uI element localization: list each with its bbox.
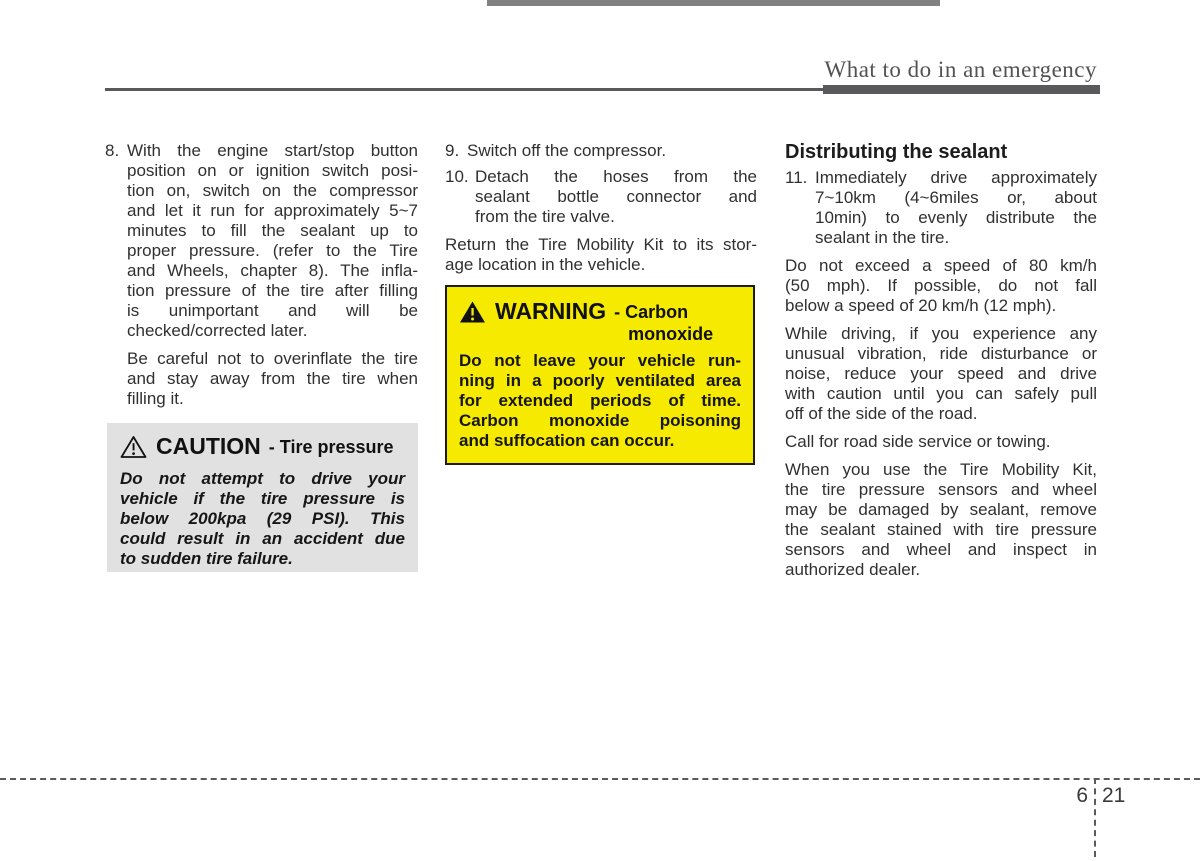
text-line: may be damaged by sealant, remove xyxy=(785,500,1097,519)
list-item-11 xyxy=(785,168,1097,248)
warning-subtitle xyxy=(614,301,713,345)
text-line: sensors and wheel and inspect in xyxy=(785,540,1097,559)
list-item-10 xyxy=(445,167,757,227)
caution-subtitle: - Tire pressure xyxy=(268,437,394,457)
text-line: When you use the Tire Mobility Kit, xyxy=(785,460,1097,479)
column-middle xyxy=(445,141,757,275)
text-line: With the engine start/stop button xyxy=(127,141,418,160)
text-line: checked/corrected later. xyxy=(127,321,308,340)
text-line: and stay away from the tire when xyxy=(127,369,418,388)
text-line: filling it. xyxy=(127,389,184,408)
text-line: authorized dealer. xyxy=(785,560,921,579)
warning-title: WARNING xyxy=(495,298,607,324)
text-line: for extended periods of time. xyxy=(459,391,741,410)
top-edge-scan-bar xyxy=(487,0,940,6)
footer-dashed-line xyxy=(0,778,1200,780)
text-line: to sudden tire failure. xyxy=(120,549,293,568)
text-line: below a speed of 20 km/h (12 mph). xyxy=(785,296,1057,315)
warning-header xyxy=(459,298,741,345)
text-line: sealant bottle connector and xyxy=(475,187,757,206)
text-line: the tire pressure sensors and wheel xyxy=(785,480,1097,499)
text-line: off of the side of the road. xyxy=(785,404,978,423)
warning-triangle-outline-icon xyxy=(120,435,147,464)
paragraph xyxy=(785,432,1097,452)
header-rule-thick xyxy=(823,85,1100,94)
text-line: Be careful not to overinflate the tire xyxy=(127,349,418,368)
caution-title: CAUTION xyxy=(156,433,261,459)
header-rule-thin xyxy=(105,88,823,91)
paragraph xyxy=(105,349,418,409)
warning-body xyxy=(459,351,741,451)
text-line: While driving, if you experience any xyxy=(785,324,1097,343)
warning-box xyxy=(445,285,755,465)
paragraph xyxy=(785,460,1097,580)
text-line: could result in an accident due xyxy=(120,529,405,548)
list-item-number: 8. xyxy=(105,141,120,160)
text-line: age location in the vehicle. xyxy=(445,255,646,274)
caution-header xyxy=(120,433,405,464)
warning-subtitle-line2: monoxide xyxy=(628,324,714,344)
caution-body xyxy=(120,469,405,569)
page-number-chapter: 6 xyxy=(1076,784,1088,807)
text-line: proper pressure. (refer to the Tire xyxy=(127,241,418,260)
text-line: Carbon monoxide poisoning xyxy=(459,411,741,430)
list-item-number: 10. xyxy=(445,167,469,186)
text-line: sealant in the tire. xyxy=(815,228,950,247)
text-line: below 200kpa (29 PSI). This xyxy=(120,509,405,528)
text-line: the sealant stained with tire pressure xyxy=(785,520,1097,539)
text-line: and Wheels, chapter 8). The infla- xyxy=(127,261,418,280)
text-line: Immediately drive approximately xyxy=(815,168,1097,187)
paragraph xyxy=(445,235,757,275)
text-line: Return the Tire Mobility Kit to its stor- xyxy=(445,235,757,254)
text-line: Switch off the compressor. xyxy=(467,141,667,160)
text-line: is unimportant and will be xyxy=(127,301,418,320)
text-line: Do not attempt to drive your xyxy=(120,469,405,488)
text-line: ning in a poorly ventilated area xyxy=(459,371,741,390)
text-line: vehicle if the tire pressure is xyxy=(120,489,405,508)
text-line: Call for road side service or towing. xyxy=(785,432,1051,451)
section-heading: Distributing the sealant xyxy=(785,141,1008,163)
text-line: with caution until you can safely pull xyxy=(785,384,1097,403)
list-item-9 xyxy=(445,141,757,161)
list-item-number: 9. xyxy=(445,141,460,160)
text-line: (50 mph). If possible, do not fall xyxy=(785,276,1097,295)
text-line: tion on, switch on the compressor xyxy=(127,181,418,200)
text-line: 10min) to evenly distribute the xyxy=(815,208,1097,227)
list-item-number: 11. xyxy=(785,168,808,187)
text-line: 7~10km (4~6miles or, about xyxy=(815,188,1097,207)
text-line: Do not exceed a speed of 80 km/h xyxy=(785,256,1097,275)
paragraph xyxy=(785,256,1097,316)
text-line: position on or ignition switch posi- xyxy=(127,161,418,180)
warning-subtitle-line1: - Carbon xyxy=(614,302,689,322)
column-right xyxy=(785,140,1097,580)
paragraph xyxy=(785,324,1097,424)
page-number-page: 21 xyxy=(1102,784,1126,807)
text-line: Detach the hoses from the xyxy=(475,167,757,186)
page-title: What to do in an emergency xyxy=(824,57,1097,82)
text-line: noise, reduce your speed and drive xyxy=(785,364,1097,383)
text-line: Do not leave your vehicle run- xyxy=(459,351,741,370)
column-left xyxy=(105,141,418,409)
footer-page-divider xyxy=(1094,778,1096,857)
text-line: from the tire valve. xyxy=(475,207,615,226)
list-item-8 xyxy=(105,141,418,341)
warning-triangle-filled-icon xyxy=(459,300,486,329)
text-line: tion pressure of the tire after filling xyxy=(127,281,418,300)
text-line: and let it run for approximately 5~7 xyxy=(127,201,418,220)
text-line: and suffocation can occur. xyxy=(459,431,675,450)
text-line: unusual vibration, ride disturbance or xyxy=(785,344,1097,363)
caution-box xyxy=(107,423,418,572)
text-line: minutes to fill the sealant up to xyxy=(127,221,418,240)
